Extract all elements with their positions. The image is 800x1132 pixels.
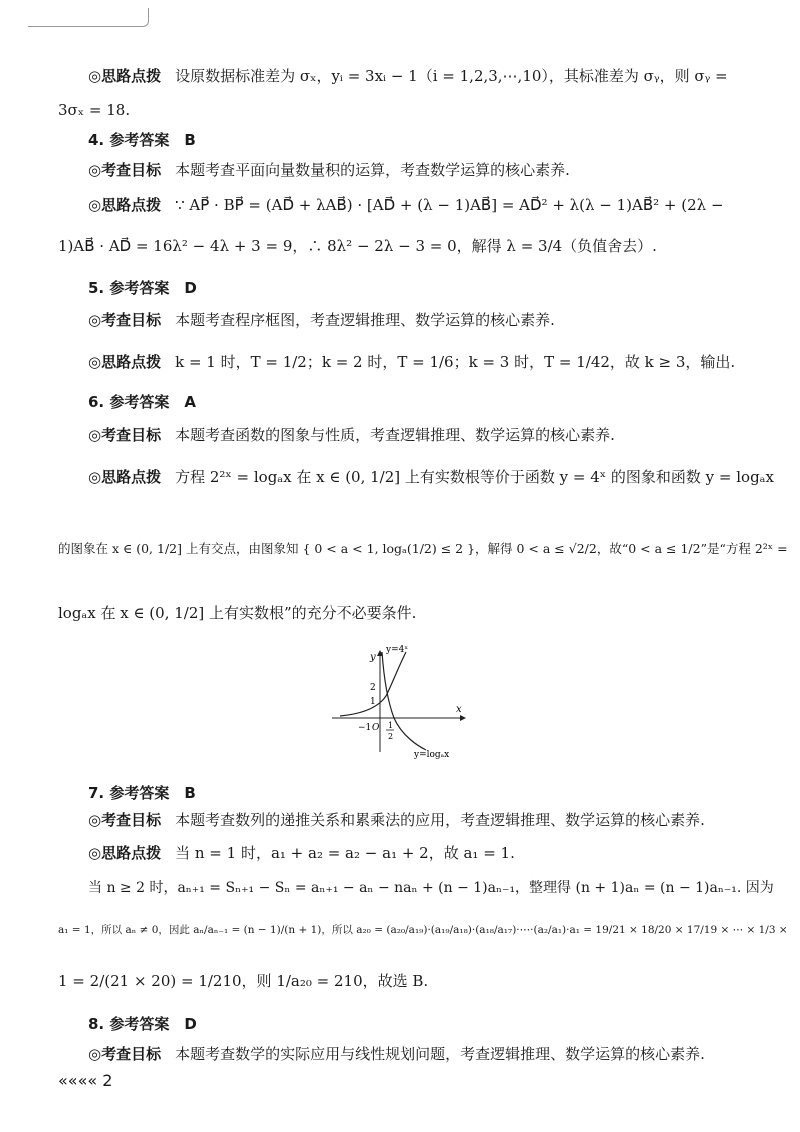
line-text: 7. 参考答案 B <box>88 784 196 802</box>
tick-2: 2 <box>370 683 376 693</box>
line-text: 1)AB⃗ · AD⃗ = 16λ² − 4λ + 3 = 9，∴ 8λ² − 2λ − 3 = 0，解得 λ = 3/4（负值舍去）. <box>58 237 657 255</box>
exp-label: y=4ˣ <box>386 645 409 655</box>
line-text: 设原数据标准差为 σₓ，yᵢ = 3xᵢ − 1（i = 1,2,3,⋯,10），其标准差为 σᵧ，则 σᵧ = <box>175 67 728 85</box>
section-mark: ◎思路点拨 <box>88 196 162 214</box>
line-text: 本题考查数学的实际应用与线性规划问题，考查逻辑推理、数学运算的核心素养. <box>175 1045 705 1063</box>
answer-line <box>88 467 774 487</box>
line-text: 方程 2²ˣ = logₐx 在 x ∈ (0, 1/2] 上有实数根等价于函数 y = 4ˣ 的图象和函数 y = logₐx <box>175 468 774 486</box>
answer-line <box>88 352 735 372</box>
page-number: «««« 2 <box>58 1071 113 1090</box>
line-text: 5. 参考答案 D <box>88 279 197 297</box>
answer-line <box>88 66 728 86</box>
answer-line <box>58 920 788 940</box>
section-mark: ◎考查目标 <box>88 1045 162 1063</box>
section-mark: ◎思路点拨 <box>88 353 162 371</box>
answer-line <box>58 603 416 623</box>
answer-heading <box>88 783 196 803</box>
answer-line <box>88 425 615 445</box>
line-text: 1 = 2/(21 × 20) = 1/210，则 1/a₂₀ = 210，故选 B. <box>58 972 429 990</box>
log-label: y=logₐx <box>414 750 450 760</box>
line-text: 的图象在 x ∈ (0, 1/2] 上有交点，由图象知 { 0 < a < 1, logₐ(1/2) ≤ 2 }，解得 0 < a ≤ √2/2，故“0 < a ≤ 1/2”是“方程 2²ˣ = <box>58 541 788 556</box>
answer-line <box>58 971 428 991</box>
x-axis-arrow <box>460 715 466 721</box>
answer-line <box>58 236 657 256</box>
y-label: y <box>370 652 376 663</box>
answer-line <box>88 310 555 330</box>
line-text: 4. 参考答案 B <box>88 131 196 149</box>
function-graph <box>322 640 472 760</box>
section-mark: ◎考查目标 <box>88 426 162 444</box>
section-mark: ◎考查目标 <box>88 811 162 829</box>
line-text: a₁ = 1，所以 aₙ ≠ 0，因此 aₙ/aₙ₋₁ = (n − 1)/(n + 1)，所以 a₂₀ = (a₂₀/a₁₉)·(a₁₉/a₁₈)·(a₁₈/a₁₇)·⋯·(a₂/a₁)·a₁ = 19/21 × 18/20 × 17/19 × ⋯ × 1/3 × <box>58 924 788 936</box>
line-text: 当 n ≥ 2 时，aₙ₊₁ = Sₙ₊₁ − Sₙ = aₙ₊₁ − aₙ − naₙ + (n − 1)aₙ₋₁，整理得 (n + 1)aₙ = (n − 1)aₙ₋₁. 因为 <box>88 880 774 896</box>
section-mark: ◎考查目标 <box>88 311 162 329</box>
answer-line <box>88 878 774 898</box>
answer-heading <box>88 1014 197 1034</box>
section-mark: ◎思路点拨 <box>88 844 162 862</box>
answer-line <box>88 160 570 180</box>
answer-line <box>88 195 724 215</box>
line-text: k = 1 时，T = 1/2；k = 2 时，T = 1/6；k = 3 时，T = 1/42，故 k ≥ 3，输出. <box>175 353 736 371</box>
answer-line <box>58 100 130 120</box>
line-text: 当 n = 1 时，a₁ + a₂ = a₂ − a₁ + 2，故 a₁ = 1. <box>175 844 515 862</box>
answer-line <box>88 810 705 830</box>
line-text: ∵ AP⃗ · BP⃗ = (AD⃗ + λAB⃗) · [AD⃗ + (λ − 1)AB⃗] = AD⃗² + λ(λ − 1)AB⃗² + (2λ − <box>175 196 724 214</box>
tick-neg1: −1 <box>358 723 372 733</box>
tick-1: 1 <box>370 697 376 707</box>
line-text: 6. 参考答案 A <box>88 393 196 411</box>
origin-label: O <box>372 723 380 733</box>
section-mark: ◎考查目标 <box>88 161 162 179</box>
tick-half-den: 2 <box>388 732 394 741</box>
x-label: x <box>456 704 462 715</box>
tick-half-num: 1 <box>388 721 394 730</box>
line-text: 3σₓ = 18. <box>58 101 131 119</box>
answer-line <box>58 539 788 559</box>
answer-heading <box>88 278 197 298</box>
line-text: 8. 参考答案 D <box>88 1015 197 1033</box>
answer-heading <box>88 392 196 412</box>
section-mark: ◎思路点拨 <box>88 67 162 85</box>
answer-line <box>88 843 515 863</box>
line-text: 本题考查函数的图象与性质，考查逻辑推理、数学运算的核心素养. <box>175 426 615 444</box>
line-text: 本题考查程序框图，考查逻辑推理、数学运算的核心素养. <box>175 311 555 329</box>
corner-mark <box>28 8 149 27</box>
answer-heading <box>88 130 196 150</box>
answer-line <box>88 1044 705 1064</box>
section-mark: ◎思路点拨 <box>88 468 162 486</box>
line-text: 本题考查数列的递推关系和累乘法的应用，考查逻辑推理、数学运算的核心素养. <box>175 811 705 829</box>
line-text: 本题考查平面向量数量积的运算，考查数学运算的核心素养. <box>175 161 570 179</box>
line-text: logₐx 在 x ∈ (0, 1/2] 上有实数根”的充分不必要条件. <box>58 604 417 622</box>
